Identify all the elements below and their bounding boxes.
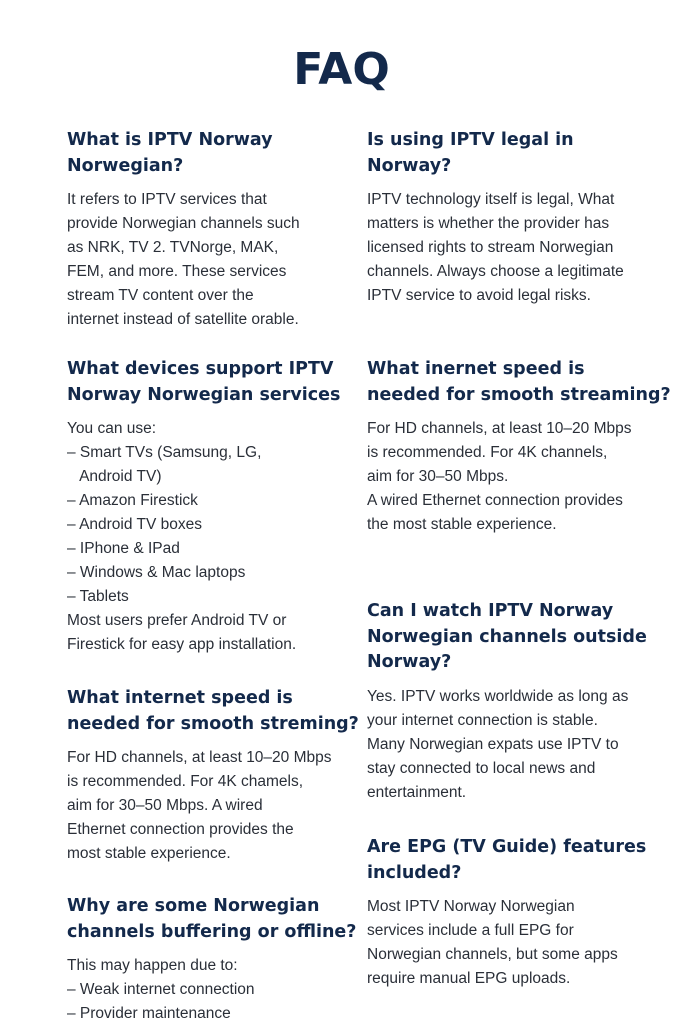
faq-answer-line: channels. Always choose a legitimate xyxy=(367,263,624,280)
faq-item-legality xyxy=(367,128,667,308)
faq-answer-line: is recommended. For 4K chamels, xyxy=(67,773,304,790)
faq-answer-line: – Amazon Firestick xyxy=(67,492,198,509)
faq-question xyxy=(67,686,359,737)
page-title: FAQ xyxy=(293,44,390,95)
faq-answer-line: Firestick for easy app installation. xyxy=(67,636,297,653)
faq-answer-line: the most stable experience. xyxy=(367,516,557,533)
faq-question-line: Can I watch IPTV Norway xyxy=(367,601,614,621)
faq-question-line: Why are some Norwegian xyxy=(67,896,320,916)
faq-answer-line: stream TV content over the xyxy=(67,287,254,304)
faq-answer-line: IPTV technology itself is legal, What xyxy=(367,191,615,208)
faq-answer-line: licensed rights to stream Norwegian xyxy=(367,239,614,256)
faq-answer-line: Most IPTV Norway Norwegian xyxy=(367,898,575,915)
faq-question-line: What devices support IPTV xyxy=(67,359,334,379)
faq-answer-line: require manual EPG uploads. xyxy=(367,970,571,987)
faq-answer xyxy=(67,417,352,657)
faq-question-line: Norway? xyxy=(367,652,452,672)
faq-answer-line: For HD channels, at least 10–20 Mbps xyxy=(67,749,332,766)
faq-item-iptv-definition xyxy=(67,128,352,332)
faq-answer-line: most stable experience. xyxy=(67,845,231,862)
faq-question-line: Norwegian? xyxy=(67,155,184,176)
faq-answer-line: – Weak internet connection xyxy=(67,981,255,998)
faq-answer-line: – Tablets xyxy=(67,588,129,605)
faq-answer-line: matters is whether the provider has xyxy=(367,215,610,232)
faq-question xyxy=(367,599,667,676)
faq-answer-line: It refers to IPTV services that xyxy=(67,191,267,208)
faq-answer-line: – IPhone & IPad xyxy=(67,540,180,557)
faq-question-line: Is using IPTV legal in xyxy=(367,130,574,150)
faq-answer xyxy=(367,188,667,308)
faq-answer-line: Ethernet connection provides the xyxy=(67,821,294,838)
faq-item-watch-abroad xyxy=(367,599,667,805)
faq-answer-line: This may happen due to: xyxy=(67,957,238,974)
faq-answer-line: aim for 30–50 Mbps. A wired xyxy=(67,797,263,814)
faq-answer xyxy=(367,417,667,537)
faq-answer-line: Norwegian channels, but some apps xyxy=(367,946,618,963)
faq-item-devices xyxy=(67,357,352,657)
faq-answer-line: as NRK, TV 2. TVNorge, MAK, xyxy=(67,239,279,256)
faq-answer-line: Android TV) xyxy=(67,468,162,485)
faq-question-line: needed for smooth streaming? xyxy=(367,384,671,405)
faq-answer-line: stay connected to local news and xyxy=(367,759,596,777)
faq-item-speed-right xyxy=(367,357,671,537)
faq-answer xyxy=(367,895,667,991)
faq-answer-line: IPTV service to avoid legal risks. xyxy=(367,287,591,304)
faq-answer-line: internet instead of satellite orable. xyxy=(67,311,299,328)
faq-answer-line: Yes. IPTV works worldwide as long as xyxy=(367,687,629,705)
faq-answer-line: FEM, and more. These services xyxy=(67,263,287,280)
faq-item-speed-left xyxy=(67,686,359,866)
faq-answer-line: – Provider maintenance xyxy=(67,1005,231,1022)
faq-question xyxy=(367,128,667,179)
faq-answer xyxy=(67,188,352,332)
faq-question-line: needed for smooth streming? xyxy=(67,713,359,734)
faq-question-line: Are EPG (TV Guide) features xyxy=(367,837,647,857)
faq-question-line: What inernet speed is xyxy=(367,359,585,379)
faq-answer xyxy=(367,685,667,805)
faq-answer-line: You can use: xyxy=(67,420,157,437)
faq-question-line: channels buffering or offline? xyxy=(67,921,357,942)
faq-item-buffering xyxy=(67,894,357,1026)
faq-answer-line: Many Norwegian expats use IPTV to xyxy=(367,735,619,753)
faq-question-line: What is IPTV Norway xyxy=(67,130,273,150)
faq-answer-line: Most users prefer Android TV or xyxy=(67,612,287,629)
faq-question xyxy=(367,357,671,408)
faq-answer-line: A wired Ethernet connection provides xyxy=(367,492,623,509)
faq-question-line: What internet speed is xyxy=(67,688,293,708)
faq-answer xyxy=(67,746,352,866)
faq-answer-line: entertainment. xyxy=(367,783,467,801)
faq-answer xyxy=(67,954,352,1026)
faq-question-line: Norway Norwegian services xyxy=(67,384,341,405)
faq-answer-line: – Windows & Mac laptops xyxy=(67,564,246,581)
faq-question xyxy=(67,357,352,408)
faq-question-line: Norwegian channels outside xyxy=(367,626,647,647)
faq-answer-line: your internet connection is stable. xyxy=(367,711,598,729)
faq-answer-line: provide Norwegian channels such xyxy=(67,215,300,232)
faq-question xyxy=(67,128,352,179)
faq-answer-line: – Android TV boxes xyxy=(67,516,202,533)
faq-answer-line: services include a full EPG for xyxy=(367,922,574,939)
faq-question-line: Norway? xyxy=(367,155,452,176)
faq-answer-line: is recommended. For 4K channels, xyxy=(367,444,608,461)
faq-question xyxy=(67,894,357,945)
faq-question xyxy=(367,835,667,886)
faq-question-line: included? xyxy=(367,862,462,883)
faq-item-epg xyxy=(367,835,667,991)
faq-answer-line: For HD channels, at least 10–20 Mbps xyxy=(367,420,632,437)
faq-answer-line: aim for 30–50 Mbps. xyxy=(367,468,509,485)
faq-answer-line: – Smart TVs (Samsung, LG, xyxy=(67,444,262,461)
